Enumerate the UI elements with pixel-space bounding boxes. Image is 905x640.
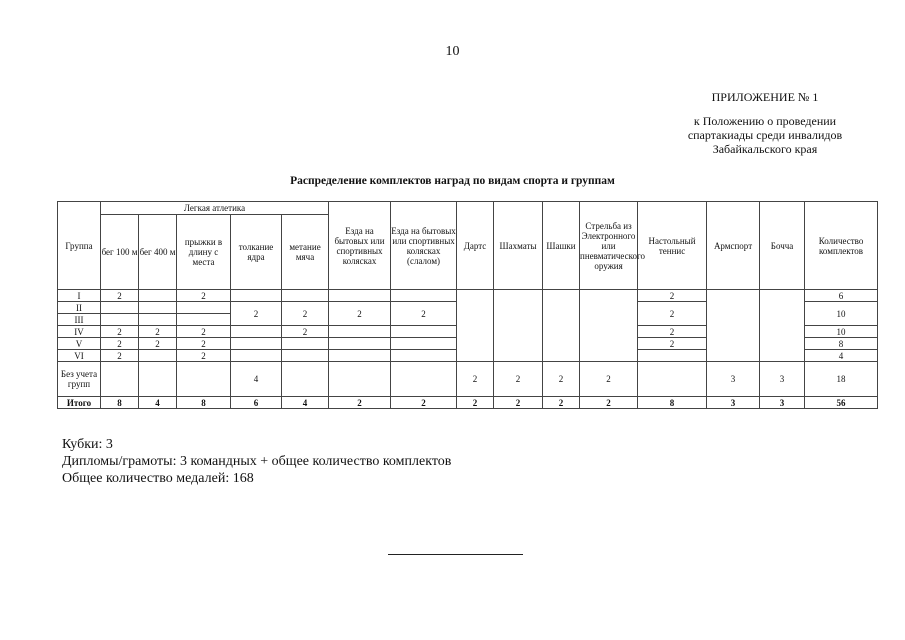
cell: 3 xyxy=(760,362,805,397)
appendix-block xyxy=(650,90,880,156)
group-header: Группа xyxy=(58,202,101,290)
col-header-darts: Дартс xyxy=(457,202,494,290)
cell xyxy=(231,350,282,362)
total-cell: 2 xyxy=(580,397,638,409)
total-cell: 8 xyxy=(638,397,707,409)
cell: 2 xyxy=(177,350,231,362)
cell: 2 xyxy=(329,302,391,326)
header-row-1 xyxy=(58,202,878,215)
cell xyxy=(231,338,282,350)
cell xyxy=(282,290,329,302)
group-label: IV xyxy=(58,326,101,338)
footer-divider xyxy=(388,554,523,555)
cell xyxy=(707,290,760,362)
page-number: 10 xyxy=(445,44,460,59)
cups-line: Кубки: 3 xyxy=(62,437,113,452)
col-header-slalom: Езда на бытовых или спортивных колясках (слалом) xyxy=(391,202,457,290)
col-header-long-jump: прыжки в длину с места xyxy=(177,215,231,290)
cell: 4 xyxy=(805,350,878,362)
diplomas-line: Дипломы/грамоты: 3 командных + общее количество комплектов xyxy=(62,454,452,469)
cell: 3 xyxy=(707,362,760,397)
cell xyxy=(494,290,543,362)
group-label: II xyxy=(58,302,101,314)
cell: 2 xyxy=(391,302,457,326)
cell xyxy=(543,290,580,362)
cell xyxy=(101,302,139,314)
cell: 8 xyxy=(805,338,878,350)
col-header-run400: бег 400 м xyxy=(139,215,177,290)
col-header-ball-throw: метание мяча xyxy=(282,215,329,290)
cell: 2 xyxy=(139,338,177,350)
col-header-boccia: Бочча xyxy=(760,202,805,290)
appendix-line: Забайкальского края xyxy=(712,142,818,156)
cell xyxy=(580,290,638,362)
awards-distribution-table xyxy=(57,201,878,409)
total-cell: 56 xyxy=(805,397,878,409)
cell: 2 xyxy=(231,302,282,326)
cell: 2 xyxy=(282,326,329,338)
totals-row xyxy=(58,397,878,409)
cell xyxy=(638,350,707,362)
cell xyxy=(391,362,457,397)
cell xyxy=(139,362,177,397)
total-cell: 2 xyxy=(457,397,494,409)
cell xyxy=(329,362,391,397)
table-row xyxy=(58,290,878,302)
medals-line: Общее количество медалей: 168 xyxy=(62,471,254,486)
cell: 10 xyxy=(805,302,878,326)
total-cell: 2 xyxy=(543,397,580,409)
cell: 4 xyxy=(231,362,282,397)
cell: 2 xyxy=(101,290,139,302)
cell: 18 xyxy=(805,362,878,397)
cell xyxy=(231,290,282,302)
col-header-checkers: Шашки xyxy=(543,202,580,290)
total-cell: 4 xyxy=(139,397,177,409)
cell xyxy=(139,290,177,302)
cell xyxy=(177,302,231,314)
group-label: III xyxy=(58,314,101,326)
total-cell: 6 xyxy=(231,397,282,409)
cell xyxy=(329,350,391,362)
cell: 2 xyxy=(101,338,139,350)
col-header-chess: Шахматы xyxy=(494,202,543,290)
cell xyxy=(391,338,457,350)
cell xyxy=(101,362,139,397)
cell xyxy=(231,326,282,338)
cell xyxy=(139,350,177,362)
cell: 2 xyxy=(101,326,139,338)
cell xyxy=(391,326,457,338)
cell xyxy=(101,314,139,326)
appendix-line: спартакиады среди инвалидов xyxy=(687,128,843,142)
cell: 2 xyxy=(638,302,707,326)
total-cell: 3 xyxy=(760,397,805,409)
appendix-line: к Положению о проведении xyxy=(693,114,837,128)
cell xyxy=(760,290,805,362)
total-cell: 2 xyxy=(391,397,457,409)
cell xyxy=(638,362,707,397)
cell xyxy=(282,362,329,397)
total-cell: 2 xyxy=(329,397,391,409)
cell xyxy=(177,314,231,326)
totals-label: Итого xyxy=(58,397,101,409)
cell: 2 xyxy=(177,338,231,350)
cell xyxy=(282,350,329,362)
cell xyxy=(391,290,457,302)
table-row xyxy=(58,362,878,397)
cell xyxy=(139,314,177,326)
total-cell: 8 xyxy=(101,397,139,409)
group-label: VI xyxy=(58,350,101,362)
cell: 6 xyxy=(805,290,878,302)
group-label: V xyxy=(58,338,101,350)
athletics-header: Легкая атлетика xyxy=(101,202,329,215)
cell: 2 xyxy=(543,362,580,397)
cell xyxy=(177,362,231,397)
cell: 2 xyxy=(282,302,329,326)
col-header-armsport: Армспорт xyxy=(707,202,760,290)
cell: 2 xyxy=(177,326,231,338)
cell xyxy=(329,338,391,350)
cell: 2 xyxy=(580,362,638,397)
col-header-ride: Езда на бытовых или спортивных колясках xyxy=(329,202,391,290)
cell xyxy=(139,302,177,314)
cell: 10 xyxy=(805,326,878,338)
cell xyxy=(391,350,457,362)
cell: 2 xyxy=(638,326,707,338)
group-label: Без учета групп xyxy=(58,362,101,397)
col-header-total: Количество комплектов xyxy=(805,202,878,290)
group-label: I xyxy=(58,290,101,302)
cell: 2 xyxy=(139,326,177,338)
cell: 2 xyxy=(638,290,707,302)
cell: 2 xyxy=(101,350,139,362)
cell xyxy=(282,338,329,350)
total-cell: 8 xyxy=(177,397,231,409)
total-cell: 4 xyxy=(282,397,329,409)
col-header-shooting: Стрельба из Электронного или пневматического оружия xyxy=(580,202,638,290)
col-header-shot-put: толкание ядра xyxy=(231,215,282,290)
cell: 2 xyxy=(457,362,494,397)
col-header-tennis: Настольный теннис xyxy=(638,202,707,290)
summary-block xyxy=(62,436,451,487)
col-header-run100: бег 100 м xyxy=(101,215,139,290)
total-cell: 2 xyxy=(494,397,543,409)
table-title: Распределение комплектов наград по видам спорта и группам xyxy=(290,175,615,187)
total-cell: 3 xyxy=(707,397,760,409)
cell: 2 xyxy=(494,362,543,397)
cell xyxy=(457,290,494,362)
cell: 2 xyxy=(638,338,707,350)
cell: 2 xyxy=(177,290,231,302)
appendix-title: ПРИЛОЖЕНИЕ № 1 xyxy=(711,90,819,104)
cell xyxy=(329,326,391,338)
cell xyxy=(329,290,391,302)
